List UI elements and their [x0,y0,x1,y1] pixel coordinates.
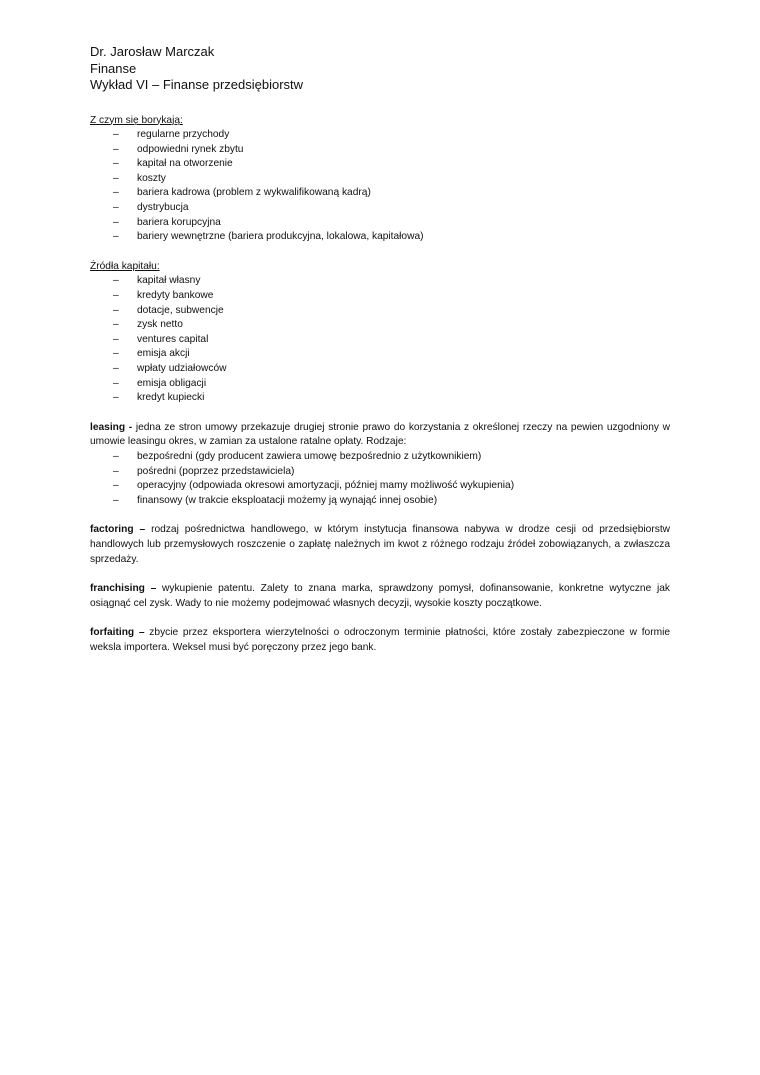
factoring-definition: rodzaj pośrednictwa handlowego, w którym instytucja finansowa nabywa w drodze cesji od przedsiębiorstw handlowych lub przemysłowych roszczenie o zapłatę należnych im kwot z różnego rodzaju źródeł zobowiązanych, a zwłaszcza sprzedaży. [90,524,671,565]
list-item-text: wpłaty udziałowców [137,363,227,374]
list-item [90,216,670,231]
leasing-paragraph [90,421,670,450]
lecture-title: Wykład VI – Finanse przedsiębiorstw [90,77,304,92]
list-item [90,479,670,494]
list-item [90,347,670,362]
dash-bullet: – [113,392,119,404]
forfaiting-term: forfaiting – [90,627,145,639]
franchising-term: franchising – [90,583,157,595]
list-item [90,391,670,406]
dash-bullet: – [113,216,119,228]
list-item-text: pośredni (poprzez przedstawiciela) [137,465,295,477]
leasing-types-list [90,450,670,508]
list-item-text: bezpośredni (gdy producent zawiera umowę bezpośrednio z użytkownikiem) [137,450,482,462]
list-item [90,186,670,201]
list-item-text: finansowy (w trakcie eksploatacji możemy ją wynająć innej osobie) [137,494,438,506]
dash-bullet: – [113,450,119,462]
forfaiting-definition: zbycie przez eksportera wierzytelności o odroczonym terminie płatności, które zostały zabezpieczone w formie weksla importera. Weksel musi być poręczony przez jego bank. [90,627,671,653]
list-item-text: regularne przychody [137,129,230,141]
dash-bullet: – [113,187,119,199]
dash-bullet: – [113,231,119,243]
dash-bullet: – [113,333,119,345]
list-item-text: ventures capital [137,333,209,345]
list-item-text: kapitał na otworzenie [137,158,233,170]
franchising-definition: wykupienie patentu. Zalety to znana marka, sprawdzony pomysł, dofinansowanie, konkretne wytyczne jak osiągnąć cel zysk. Wady to nie możemy podejmować własnych decyzji, wysokie koszty początkowe. [90,583,671,609]
list-item [90,274,670,289]
list-item-text: bariera korupcyjna [137,216,221,228]
list-item-text: bariery wewnętrzne (bariera produkcyjna, lokalowa, kapitałowa) [137,231,424,243]
author-line: Dr. Jarosław Marczak [90,44,215,59]
list-item [90,230,670,245]
capital-sources-heading: Źródła kapitału: [90,260,160,272]
list-item-text: bariera kadrowa (problem z wykwalifikowaną kadrą) [137,187,371,199]
list-item-text: koszty [137,172,166,184]
list-item [90,172,670,187]
list-item [90,318,670,333]
problems-section [90,114,670,245]
leasing-section [90,421,670,509]
list-item [90,128,670,143]
dash-bullet: – [113,348,119,360]
list-item [90,450,670,465]
dash-bullet: – [113,158,119,170]
capital-sources-list [90,274,670,405]
list-item-text: kapitał własny [137,275,201,287]
list-item-text: emisja obligacji [137,377,207,389]
leasing-definition: jedna ze stron umowy przekazuje drugiej stronie prawo do korzystania z określonej rzeczy na pewien uzgodniony w umowie leasingu okres, w zamian za ustalone ratalne opłaty. Rodzaje: [90,421,671,448]
dash-bullet: – [113,494,119,506]
problems-list [90,128,670,245]
dash-bullet: – [113,172,119,184]
list-item [90,289,670,304]
dash-bullet: – [113,143,119,155]
list-item [90,201,670,216]
list-item [90,304,670,319]
list-item-text: dystrybucja [137,202,189,214]
list-item [90,494,670,509]
dash-bullet: – [113,377,119,389]
dash-bullet: – [113,275,119,287]
list-item [90,377,670,392]
dash-bullet: – [113,129,119,141]
dash-bullet: – [113,465,119,477]
list-item-text: operacyjny (odpowiada okresowi amortyzacji, później mamy możliwość wykupienia) [137,480,515,492]
dash-bullet: – [113,202,119,214]
dash-bullet: – [113,290,119,302]
factoring-paragraph [90,523,670,567]
list-item-text: odpowiedni rynek zbytu [137,143,244,155]
franchising-paragraph [90,582,670,611]
list-item [90,465,670,480]
list-item [90,362,670,377]
dash-bullet: – [113,304,119,316]
list-item [90,143,670,158]
document-page [90,44,670,656]
subject-line: Finanse [90,60,137,76]
list-item-text: zysk netto [137,319,183,331]
dash-bullet: – [113,363,119,374]
list-item-text: emisja akcji [137,348,190,360]
list-item-text: kredyt kupiecki [137,392,205,404]
dash-bullet: – [113,319,119,331]
list-item [90,157,670,172]
list-item-text: dotacje, subwencje [137,304,224,316]
dash-bullet: – [113,480,119,492]
forfaiting-paragraph [90,626,670,655]
capital-sources-section [90,260,670,406]
factoring-term: factoring – [90,524,146,536]
list-item [90,333,670,348]
leasing-term: leasing - [90,421,133,433]
problems-heading: Z czym się borykają: [90,114,183,126]
list-item-text: kredyty bankowe [137,290,214,302]
